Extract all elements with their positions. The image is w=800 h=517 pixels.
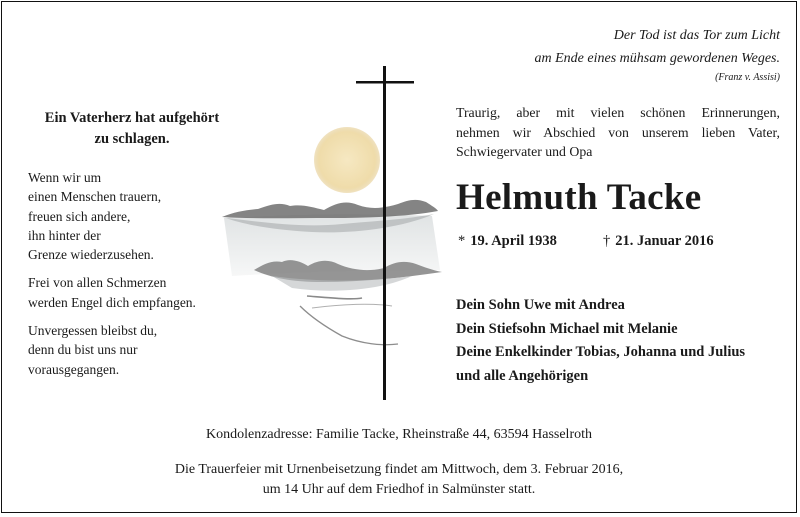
service-line-2: um 14 Uhr auf dem Friedhof in Salmünster statt. xyxy=(262,481,536,497)
poem-line: werden Engel dich empfangen. xyxy=(28,294,196,310)
landscape-illustration xyxy=(212,120,452,350)
poem-stanza-3 xyxy=(28,321,238,379)
birth-date xyxy=(458,231,557,251)
quote-source: (Franz v. Assisi) xyxy=(715,72,780,83)
farewell-line-1: Traurig, aber mit vielen schönen Erinnerungen, xyxy=(456,105,780,120)
farewell-line-2: nehmen wir Abschied von unserem lieben Vater, xyxy=(456,124,780,140)
poem-stanza-2 xyxy=(28,273,238,312)
poem xyxy=(28,168,238,388)
poem-line: vorausgegangen. xyxy=(28,361,120,377)
death-date-text: 21. Januar 2016 xyxy=(615,233,714,249)
farewell-text xyxy=(456,103,780,162)
mourner-line: und alle Angehörigen xyxy=(456,367,589,384)
deceased-name: Helmuth Tacke xyxy=(456,177,702,218)
condolence-address: Kondolenzadresse: Familie Tacke, Rheinstraße 44, 63594 Hasselroth xyxy=(206,427,592,442)
poem-line: denn du bist uns nur xyxy=(28,342,138,358)
farewell-line-3: Schwiegervater und Opa xyxy=(456,144,593,160)
poem-line: Grenze wiederzusehen. xyxy=(28,247,154,263)
mourner-line: Dein Stiefsohn Michael mit Melanie xyxy=(456,320,678,337)
poem-stanza-1 xyxy=(28,168,238,264)
mourner-line: Deine Enkelkinder Tobias, Johanna und Julius xyxy=(456,344,746,360)
death-date xyxy=(603,231,714,251)
obituary-notice xyxy=(1,1,797,513)
death-symbol: † xyxy=(603,233,611,249)
poem-line: Frei von allen Schmerzen xyxy=(28,275,167,291)
funeral-service-info xyxy=(2,460,796,499)
birth-symbol: * xyxy=(458,233,466,249)
cross-icon xyxy=(356,66,416,404)
quote-block xyxy=(535,24,780,85)
mourner-line: Dein Sohn Uwe mit Andrea xyxy=(456,297,625,313)
service-line-1: Die Trauerfeier mit Urnenbeisetzung findet am Mittwoch, dem 3. Februar 2016, xyxy=(174,462,624,477)
memorial-heading-line-1: Ein Vaterherz hat aufgehört xyxy=(44,110,220,126)
poem-line: Wenn wir um xyxy=(28,170,102,185)
quote-line-1: Der Tod ist das Tor zum Licht xyxy=(613,28,780,43)
memorial-heading-line-2: zu schlagen. xyxy=(94,131,170,147)
poem-line: freuen sich andere, xyxy=(28,208,131,224)
birth-date-text: 19. April 1938 xyxy=(470,233,557,249)
shore-stroke xyxy=(307,296,362,299)
memorial-heading xyxy=(42,108,222,150)
mourners-list xyxy=(456,294,791,388)
poem-line: Unvergessen bleibst du, xyxy=(28,323,158,339)
poem-line: einen Menschen trauern, xyxy=(28,189,162,205)
quote-line-2: am Ende eines mühsam gewordenen Weges. xyxy=(534,51,780,66)
poem-line: ihn hinter der xyxy=(28,227,101,243)
